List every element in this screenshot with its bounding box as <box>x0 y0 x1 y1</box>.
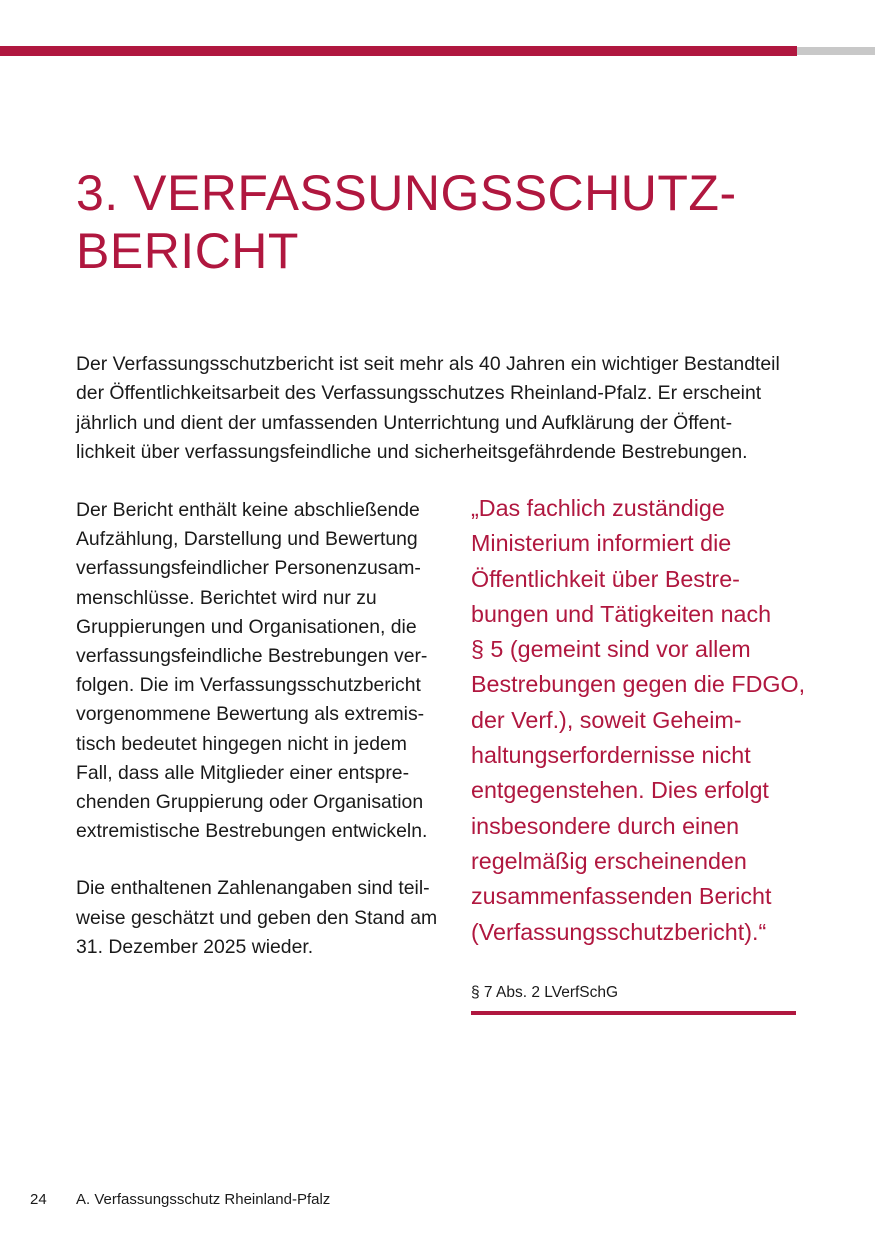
title-line: BERICHT <box>76 223 299 279</box>
intro-line: lichkeit über verfassungsfeindliche und sicherheitsgefährdende Bestrebungen. <box>76 440 748 463</box>
intro-line: der Öffentlichkeitsarbeit des Verfassungsschutzes Rheinland-Pfalz. Er erscheint <box>76 382 762 405</box>
body-line: Der Bericht enthält keine abschließende <box>76 499 420 521</box>
quote-line: haltungserfordernisse nicht <box>471 742 751 769</box>
quote-line: Bestrebungen gegen die FDGO, <box>471 671 806 698</box>
quote-source-underline <box>471 1011 796 1015</box>
intro-paragraph <box>76 350 816 467</box>
paragraph-gap <box>76 846 456 874</box>
quote-line: (Verfassungsschutzbericht).“ <box>471 918 767 945</box>
body-line: verfassungsfeindliche Bestrebungen ver- <box>76 645 428 668</box>
body-line: Fall, dass alle Mitglieder einer entspre- <box>76 761 410 784</box>
body-line: Die enthaltenen Zahlenangaben sind teil- <box>76 877 430 900</box>
body-line: Aufzählung, Darstellung und Bewertung <box>76 528 418 551</box>
body-line: folgen. Die im Verfassungsschutzbericht <box>76 674 421 697</box>
body-paragraph-1 <box>76 496 456 846</box>
body-line: weise geschätzt und geben den Stand am <box>76 906 438 929</box>
intro-line: Der Verfassungsschutzbericht ist seit mehr als 40 Jahren ein wichtiger Bestandteil <box>76 353 780 375</box>
page-number: 24 <box>30 1191 47 1208</box>
footer-section-title: A. Verfassungsschutz Rheinland-Pfalz <box>76 1191 331 1208</box>
quote-line: § 5 (gemeint sind vor allem <box>471 636 751 663</box>
title-line: 3. VERFASSUNGSSCHUTZ- <box>76 165 737 221</box>
body-line: chenden Gruppierung oder Organisation <box>76 791 424 814</box>
body-line: verfassungsfeindlicher Personenzusam- <box>76 557 421 580</box>
pull-quote <box>471 491 811 950</box>
body-line: menschlüsse. Berichtet wird nur zu <box>76 586 377 609</box>
quote-line: zusammenfassenden Bericht <box>471 883 772 910</box>
chapter-title <box>76 164 836 280</box>
top-accent-bar <box>0 46 797 56</box>
quote-line: Ministerium informiert die <box>471 530 732 557</box>
quote-line: entgegenstehen. Dies erfolgt <box>471 777 769 804</box>
quote-line: regelmäßig erscheinenden <box>471 847 747 874</box>
quote-line: „Das fachlich zuständige <box>471 495 725 521</box>
quote-line: der Verf.), soweit Geheim- <box>471 706 742 733</box>
left-column-text <box>76 496 456 962</box>
quote-line: insbesondere durch einen <box>471 812 740 839</box>
body-line: extremistische Bestrebungen entwickeln. <box>76 820 428 843</box>
quote-line: bungen und Tätigkeiten nach <box>471 600 772 627</box>
body-paragraph-2 <box>76 874 456 962</box>
body-line: Gruppierungen und Organisationen, die <box>76 615 417 638</box>
quote-line: Öffentlichkeit über Bestre- <box>471 565 740 592</box>
intro-line: jährlich und dient der umfassenden Unterrichtung und Aufklärung der Öffent- <box>76 411 733 434</box>
top-grey-bar <box>797 47 875 55</box>
body-line: 31. Dezember 2025 wieder. <box>76 935 314 958</box>
body-line: vorgenommene Bewertung als extremis- <box>76 703 425 726</box>
quote-source: § 7 Abs. 2 LVerfSchG <box>471 984 619 1001</box>
body-line: tisch bedeutet hingegen nicht in jedem <box>76 732 407 755</box>
